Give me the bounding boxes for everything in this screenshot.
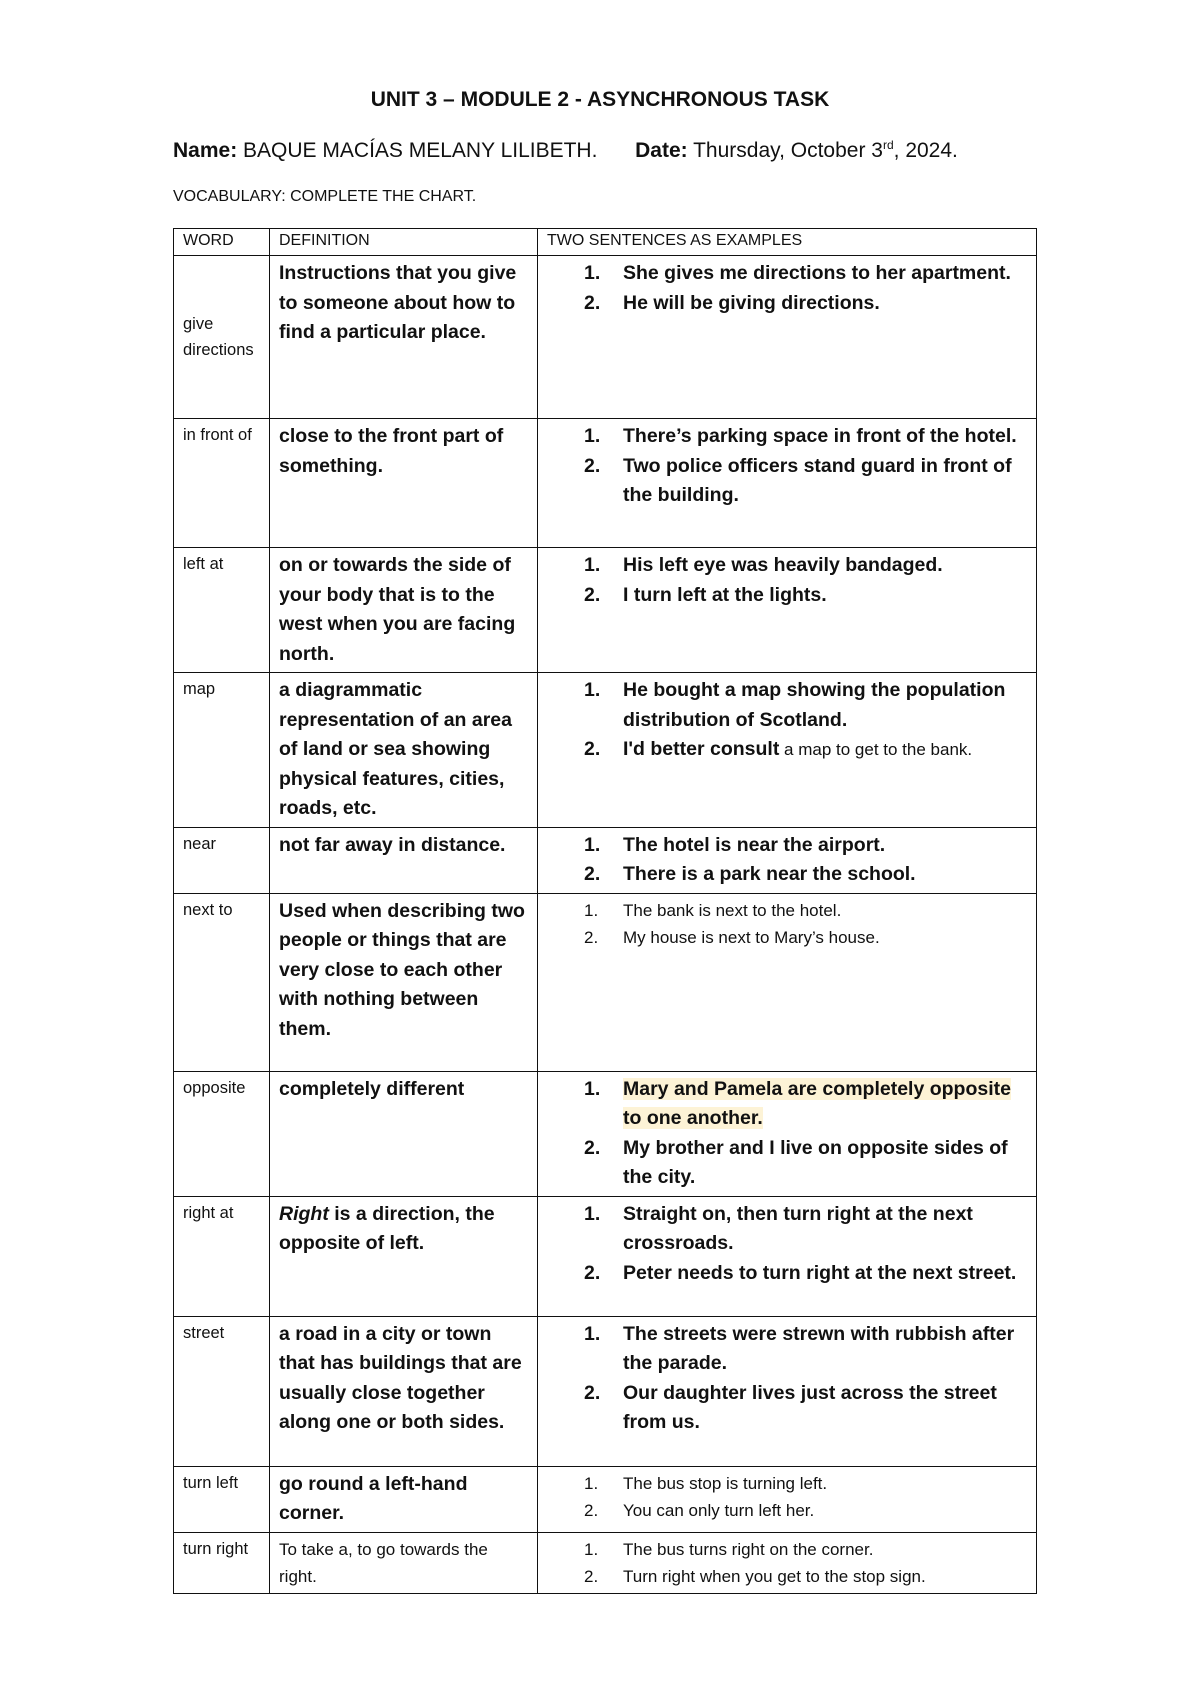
header-row xyxy=(174,229,1037,256)
list-item: 1. She gives me directions to her apartment. xyxy=(584,262,1011,284)
list-item: 1. The hotel is near the airport. xyxy=(584,833,886,856)
word-cell: next to xyxy=(174,893,270,1071)
list-item: 1. The bank is next to the hotel. xyxy=(584,900,842,920)
list-item: 1. The bus turns right on the corner. xyxy=(584,1539,874,1559)
page-title: UNIT 3 – MODULE 2 - ASYNCHRONOUS TASK xyxy=(370,88,830,111)
examples-cell xyxy=(538,548,1037,673)
list-item: 2. He will be giving directions. xyxy=(584,291,880,314)
vocabulary-chart xyxy=(173,228,1037,1594)
list-item: 2. I'd better consult a map to get to the bank. xyxy=(584,738,973,760)
list-item: 1. Mary and Pamela are completely opposite to one another. xyxy=(584,1077,1011,1129)
column-header-word: WORD xyxy=(174,229,270,256)
examples-cell xyxy=(538,893,1037,1071)
examples-cell xyxy=(538,1071,1037,1196)
list-item: 2. You can only turn left her. xyxy=(584,1500,815,1520)
examples-cell xyxy=(538,1532,1037,1593)
word-cell: in front of xyxy=(174,419,270,548)
definition-cell: Instructions that you give to someone about how to find a particular place. xyxy=(270,256,538,419)
definition-cell: a road in a city or town that has buildings that are usually close together along one or both sides. xyxy=(270,1316,538,1466)
definition-cell: Used when describing two people or things that are very close to each other with nothing between them. xyxy=(270,893,538,1071)
date-label: Date: xyxy=(635,139,688,162)
table-row xyxy=(174,1532,1037,1593)
examples-cell xyxy=(538,827,1037,893)
name-date-line xyxy=(173,138,958,163)
list-item: 1. There’s parking space in front of the hotel. xyxy=(584,425,1017,447)
table-row xyxy=(174,1466,1037,1532)
word-cell: turn left xyxy=(174,1466,270,1532)
list-item: 2. My house is next to Mary’s house. xyxy=(584,927,880,947)
column-header-definition: DEFINITION xyxy=(270,229,538,256)
instruction-text: VOCABULARY: COMPLETE THE CHART. xyxy=(173,188,477,205)
definition-cell: on or towards the side of your body that is to the west when you are facing north. xyxy=(270,548,538,673)
word-cell: turn right xyxy=(174,1532,270,1593)
definition-cell: not far away in distance. xyxy=(270,827,538,893)
examples-cell xyxy=(538,1316,1037,1466)
list-item: 1. He bought a map showing the population distribution of Scotland. xyxy=(584,679,1006,731)
table-row xyxy=(174,548,1037,673)
list-item: 2. Turn right when you get to the stop sign. xyxy=(584,1566,926,1586)
date-value: Thursday, October 3rd, 2024. xyxy=(693,138,958,162)
word-cell: left at xyxy=(174,548,270,673)
table-row xyxy=(174,256,1037,419)
list-item: 2. Our daughter lives just across the street from us. xyxy=(584,1381,997,1433)
examples-cell xyxy=(538,673,1037,828)
list-item: 2. Two police officers stand guard in front of the building. xyxy=(584,454,1012,506)
student-name: BAQUE MACÍAS MELANY LILIBETH. xyxy=(243,139,598,162)
definition-cell: To take a, to go towards the right. xyxy=(270,1532,538,1593)
table-row xyxy=(174,1196,1037,1316)
name-label: Name: xyxy=(173,139,238,162)
list-item: 2. There is a park near the school. xyxy=(584,863,916,885)
definition-cell: close to the front part of something. xyxy=(270,419,538,548)
list-item: 1. Straight on, then turn right at the next crossroads. xyxy=(584,1202,973,1254)
word-cell: map xyxy=(174,673,270,828)
list-item: 2. I turn left at the lights. xyxy=(584,583,827,606)
examples-cell xyxy=(538,419,1037,548)
examples-cell xyxy=(538,1196,1037,1316)
examples-cell xyxy=(538,256,1037,419)
table-row xyxy=(174,1071,1037,1196)
definition-cell: Right is a direction, the opposite of left. xyxy=(270,1196,538,1316)
list-item: 1. The bus stop is turning left. xyxy=(584,1473,828,1493)
column-header-examples: TWO SENTENCES AS EXAMPLES xyxy=(538,229,1037,256)
list-item: 2. Peter needs to turn right at the next street. xyxy=(584,1261,1017,1284)
list-item: 2. My brother and I live on opposite sides of the city. xyxy=(584,1136,1008,1188)
table-row xyxy=(174,827,1037,893)
word-cell: street xyxy=(174,1316,270,1466)
word-cell: near xyxy=(174,827,270,893)
definition-cell: a diagrammatic representation of an area of land or sea showing physical features, cities, roads, etc. xyxy=(270,673,538,828)
table-row xyxy=(174,1316,1037,1466)
word-cell: give directions xyxy=(174,256,270,419)
table-row xyxy=(174,673,1037,828)
definition-cell: completely different xyxy=(270,1071,538,1196)
table-row xyxy=(174,419,1037,548)
table-row xyxy=(174,893,1037,1071)
word-cell: opposite xyxy=(174,1071,270,1196)
list-item: 1. The streets were strewn with rubbish after the parade. xyxy=(584,1322,1015,1374)
list-item: 1. His left eye was heavily bandaged. xyxy=(584,554,943,576)
examples-cell xyxy=(538,1466,1037,1532)
definition-cell: go round a left-hand corner. xyxy=(270,1466,538,1532)
word-cell: right at xyxy=(174,1196,270,1316)
